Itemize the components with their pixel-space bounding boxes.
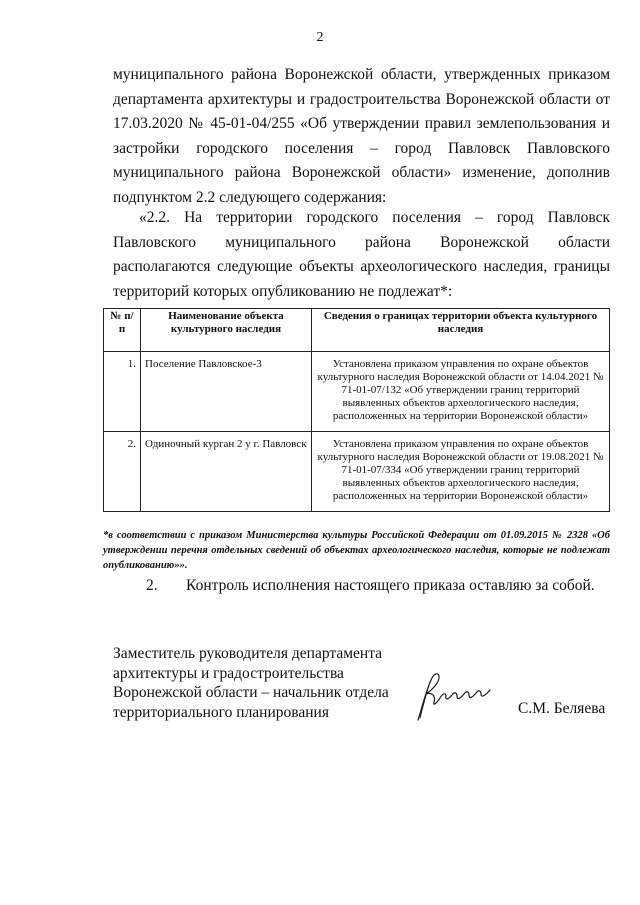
table-row bbox=[104, 352, 610, 432]
paragraph-2: «2.2. На территории городского поселения – город Павловск Павловского муниципального района Воронежской области располагаются следующие объекты археологического наследия, границы территорий которых опубликованию не подлежат*: bbox=[113, 209, 610, 300]
header-num: № п/п bbox=[104, 309, 141, 352]
item-2-text: Контроль исполнения настоящего приказа оставляю за собой. bbox=[186, 577, 595, 594]
row-num: 2. bbox=[104, 432, 141, 512]
row-name: Поселение Павловское-3 bbox=[141, 352, 312, 432]
row-info: Установлена приказом управления по охране объектов культурного наследия Воронежской области от 14.04.2021 № 71-01-07/132 «Об утверждении границ территорий выявленных объектов археологического наследия, расположенных на территории Воронежской области» bbox=[312, 352, 610, 432]
signer-position-line: архитектуры и градостроительства bbox=[113, 664, 344, 682]
row-name: Одиночный курган 2 у г. Павловск bbox=[141, 432, 312, 512]
signer-name: С.М. Беляева bbox=[518, 700, 606, 717]
table-row bbox=[104, 432, 610, 512]
row-info: Установлена приказом управления по охране объектов культурного наследия Воронежской области от 19.08.2021 № 71-01-07/334 «Об утверждении границ территорий выявленных объектов археологического наследия, расположенных на территории Воронежской области» bbox=[312, 432, 610, 512]
header-name: Наименование объекта культурного наследия bbox=[141, 309, 312, 352]
paragraph-1: муниципального района Воронежской области, утвержденных приказом департамента архитектуры и градостроительства Воронежской области от 17.03.2020 № 45-01-04/255 «Об утверждении правил землепользования и застройки городского поселения – город Павловск Павловского муниципального района Воронежской области» изменение, дополнив подпунктом 2.2 следующего содержания: bbox=[113, 66, 610, 206]
table-header-row bbox=[104, 309, 610, 352]
signer-position-line: территориального планирования bbox=[113, 703, 329, 721]
row-num: 1. bbox=[104, 352, 141, 432]
signer-position-line: Воронежской области – начальник отдела bbox=[113, 684, 389, 701]
signer-position-line: Заместитель руководителя департамента bbox=[113, 645, 383, 662]
heritage-objects-table bbox=[103, 308, 610, 512]
footnote: *в соответствии с приказом Министерства культуры Российской Федерации от 01.09.2015 № 2328 «Об утверждении перечня отдельных сведений об объектах археологического наследия, которые не подлежат опубликованию»». bbox=[103, 530, 610, 571]
item-2-number: 2. bbox=[146, 577, 158, 594]
header-info: Сведения о границах территории объекта культурного наследия bbox=[312, 309, 610, 352]
handwritten-signature bbox=[412, 668, 502, 723]
signer-position bbox=[113, 644, 389, 722]
page-number: 2 bbox=[316, 30, 324, 45]
